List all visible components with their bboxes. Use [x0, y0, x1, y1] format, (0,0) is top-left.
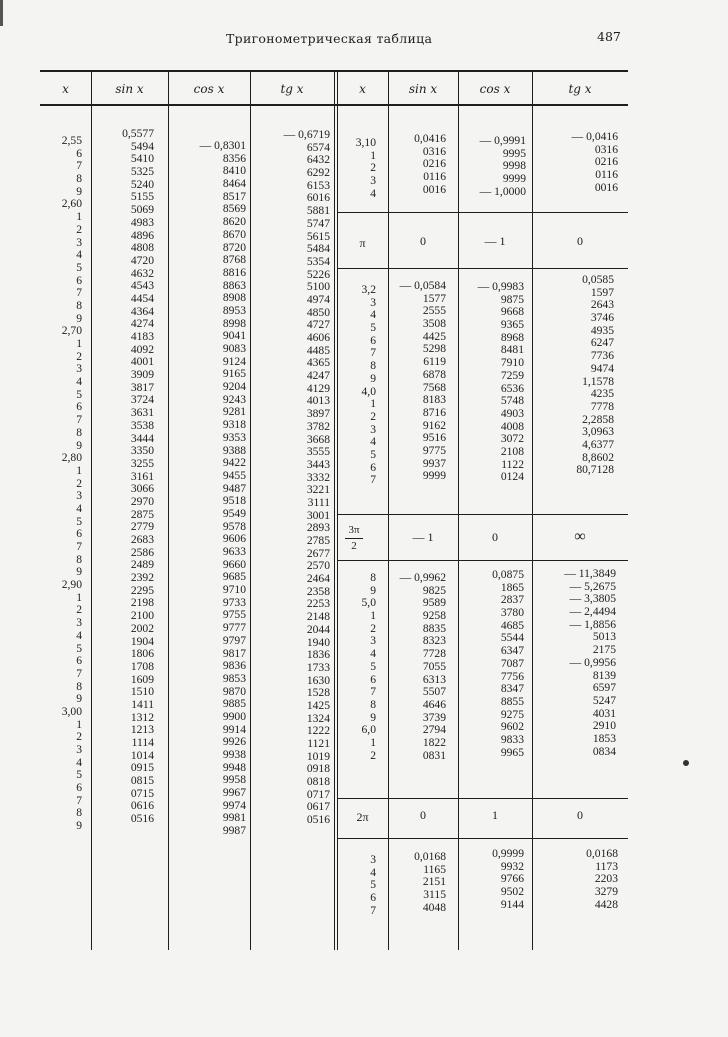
pi-sin: 0 — [420, 234, 426, 248]
left-sin-column: 0,5577 5494 5410 5325 5240 5155 5069 4983 4896 4808 4720 4632 4543 4454 4364 4274 4183 4092 4001 3909 3817 3724 3631 3538 3444 3350 3255 3161 3066 2970 2875 2779 2683 2586 2489 2392 2295 2198 2100 2002 1904 1806 1708 1609 1510 1411 1312 1213 1114 1014 0915 0815 0715 0616 0516 — [122, 127, 154, 826]
two-pi-tg: 0 — [577, 808, 583, 822]
pi-tg: 0 — [577, 234, 583, 248]
two-pi-sin: 0 — [420, 808, 426, 822]
left-cos-column: — 0,8301 8356 8410 8464 8517 8569 8620 8670 8720 8768 8816 8863 8908 8953 8998 9041 9083 9124 9165 9204 9243 9281 9318 9353 9388 9422 9455 9487 9518 9549 9578 9606 9633 9660 9685 9710 9733 9755 9777 9797 9817 9836 9853 9870 9885 9900 9914 9926 9938 9948 9958 9967 9974 9981 9987 — [199, 139, 246, 838]
three-pi-half-cos: 0 — [492, 530, 498, 544]
page-number: 487 — [597, 29, 621, 44]
b4-x-column: 3 4 5 6 7 — [370, 853, 376, 917]
b3-x-column: 8 9 5,0 1 2 3 4 5 6 7 8 9 6,0 1 2 — [361, 571, 376, 762]
b2-tg-column: 0,0585 1597 2643 3746 4935 6247 7736 9474 1,1578 4235 7778 2,2858 3,0963 4,6377 8,8602 80,7128 — [576, 273, 614, 477]
b2-sin-column: — 0,0584 1577 2555 3508 4425 5298 6119 6878 7568 8183 8716 9162 9516 9775 9937 9999 — [399, 279, 446, 483]
three-pi-half-sin: — 1 — [412, 530, 434, 544]
section-rule — [337, 212, 628, 213]
header-cos: cos x — [193, 82, 225, 96]
b1-cos-column: — 0,9991 9995 9998 9999 — 1,0000 — [479, 134, 526, 198]
header-x: x — [62, 82, 69, 96]
header-sin: sin x — [115, 82, 144, 96]
b4-cos-column: 0,9999 9932 9766 9502 9144 — [492, 847, 524, 911]
header-cos-right: cos x — [479, 82, 511, 96]
scan-edge-mark — [0, 0, 3, 26]
left-tg-column: — 0,6719 6574 6432 6292 6153 6016 5881 5747 5615 5484 5354 5226 5100 4974 4850 4727 4606 4485 4365 4247 4129 4013 3897 3782 3668 3555 3443 3332 3221 3111 3001 2893 2785 2677 2570 2464 2358 2253 2148 2044 1940 1836 1733 1630 1528 1425 1324 1222 1121 1019 0918 0818 0717 0617 0516 — [283, 128, 330, 827]
pi-cos: — 1 — [484, 234, 506, 248]
three-pi-half-numerator: 3π — [348, 524, 360, 536]
b4-sin-column: 0,0168 1165 2151 3115 4048 — [414, 850, 446, 914]
b3-cos-column: 0,0875 1865 2837 3780 4685 5544 6347 7087 7756 8347 8855 9275 9602 9833 9965 — [492, 568, 524, 759]
section-rule — [337, 560, 628, 561]
header-sin-right: sin x — [408, 82, 438, 96]
b2-x-column: 3,2 3 4 5 6 7 8 9 4,0 1 2 3 4 5 6 7 — [361, 283, 376, 487]
two-pi-cos: 1 — [492, 808, 498, 822]
b2-cos-column: — 0,9983 9875 9668 9365 8968 8481 7910 7259 6536 5748 4903 4008 3072 2108 1122 0124 — [477, 280, 524, 484]
b3-sin-column: — 0,9962 9825 9589 9258 8835 8323 7728 7055 6313 5507 4646 3739 2794 1822 0831 — [399, 571, 446, 762]
fraction-bar — [345, 538, 363, 539]
running-title: Тригонометрическая таблица — [226, 31, 433, 46]
header-x-right: x — [359, 82, 366, 96]
section-rule — [337, 798, 628, 799]
left-x-column: 2,55 6 7 8 9 2,60 1 2 3 4 5 6 7 8 9 2,70 1 2 3 4 5 6 7 8 9 2,80 1 2 3 4 5 6 7 8 9 2,90 1 2 3 4 5 6 7 8 9 3,00 1 2 3 4 5 6 7 8 9 — [61, 134, 82, 833]
section-rule — [337, 838, 628, 839]
ink-spot — [683, 760, 689, 766]
b3-tg-column: — 11,3849 — 5,2675 — 3,3805 — 2,4494 — 1,8856 5013 2175 — 0,9956 8139 6597 5247 4031 2910 1853 0834 — [564, 567, 616, 758]
b1-sin-column: 0,0416 0316 0216 0116 0016 — [414, 132, 446, 196]
header-tg: tg x — [280, 82, 304, 96]
section-rule — [337, 514, 628, 515]
col-divider — [250, 70, 251, 950]
b4-tg-column: 0,0168 1173 2203 3279 4428 — [586, 847, 618, 911]
three-pi-half-denominator: 2 — [351, 540, 357, 552]
pi-x: π — [359, 236, 366, 250]
header-tg-right: tg x — [568, 82, 592, 96]
center-double-rule — [334, 70, 335, 950]
three-pi-half-tg: ∞ — [574, 528, 586, 545]
col-divider — [91, 70, 92, 950]
b1-x-column: 3,10 1 2 3 4 — [355, 136, 376, 200]
b1-tg-column: — 0,0416 0316 0216 0116 0016 — [571, 130, 618, 194]
section-rule — [337, 268, 628, 269]
two-pi-x: 2π — [356, 810, 369, 824]
